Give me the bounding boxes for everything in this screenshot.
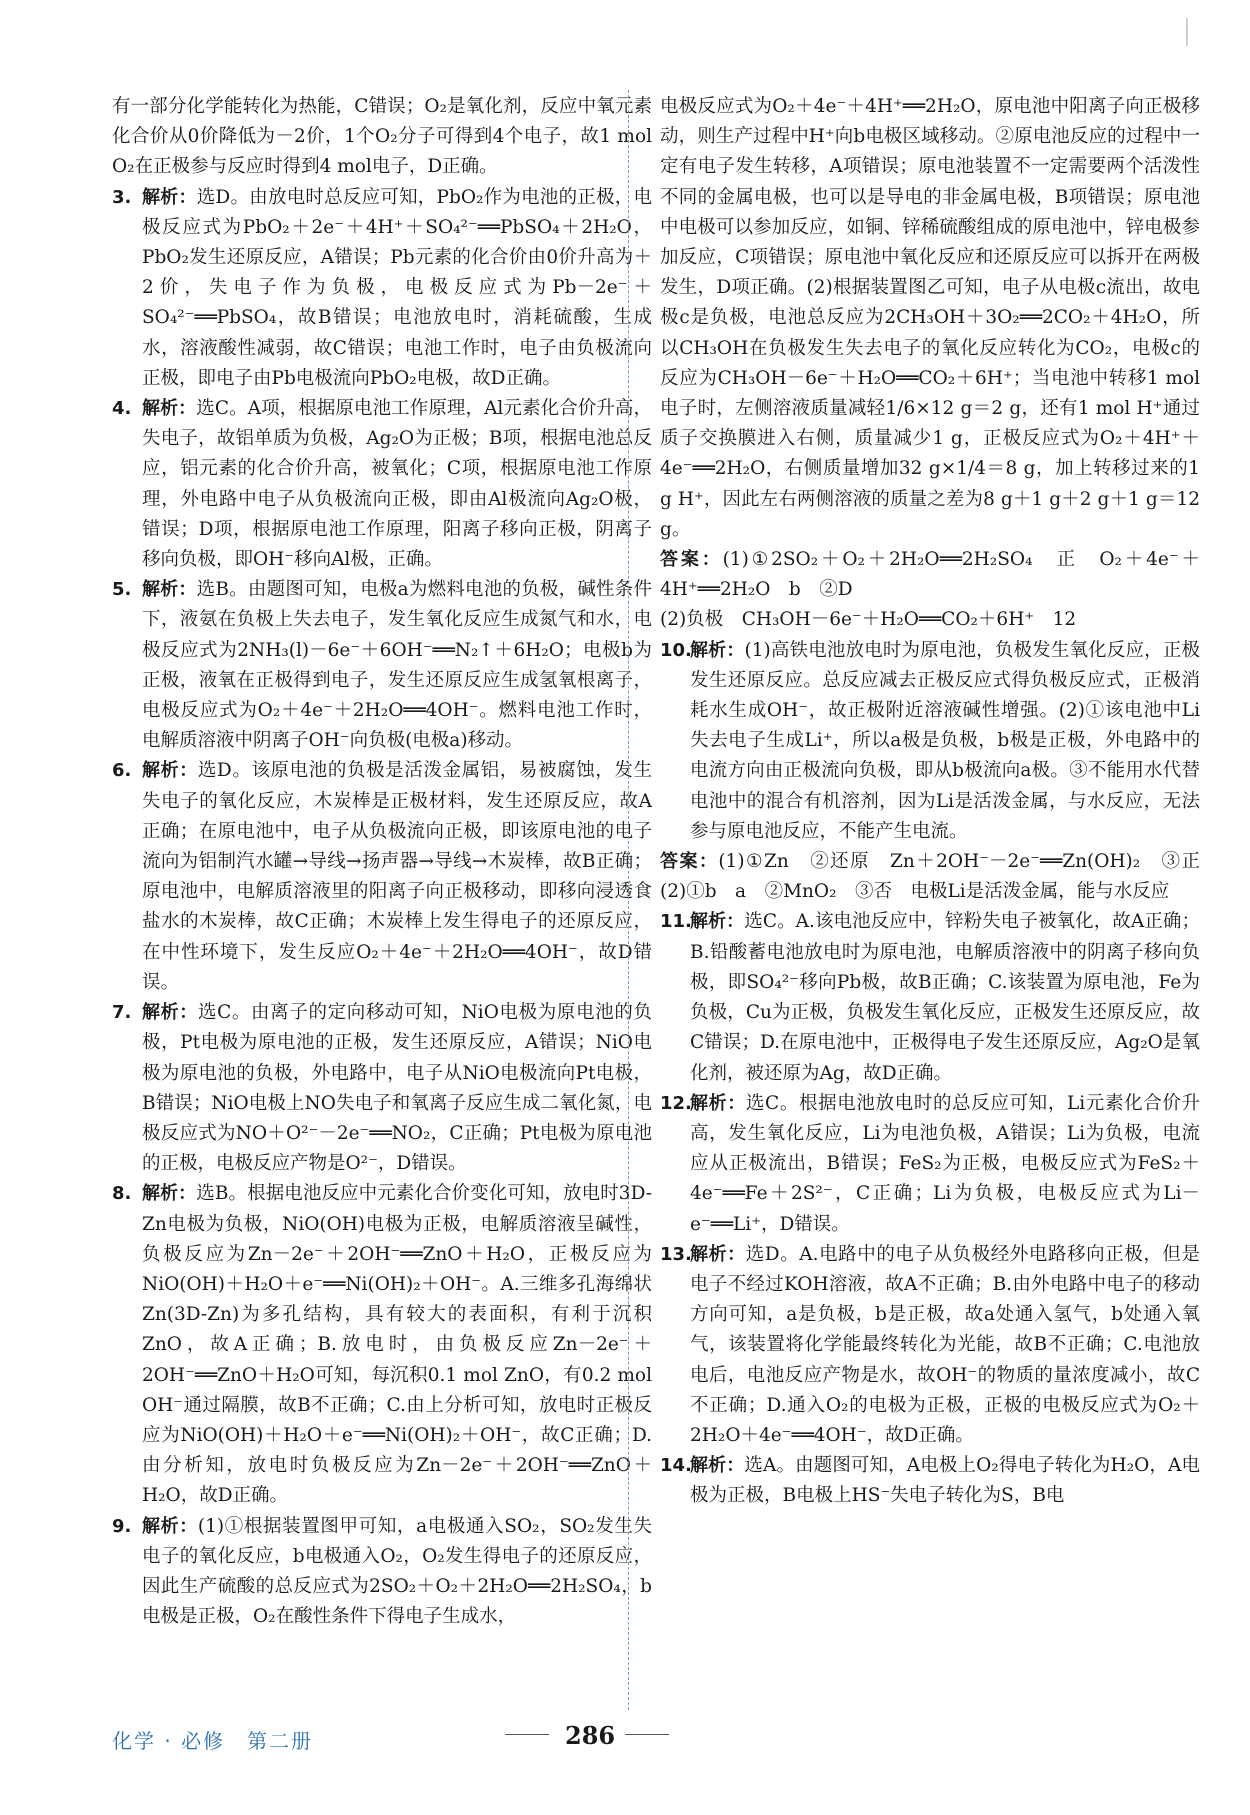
solution-text: 选B。根据电池反应中元素化合价变化可知，放电时3D-Zn电极为负极，NiO(OH)电极为正极，电解质溶液呈碱性，负极反应为Zn－2e⁻＋2OH⁻══ZnO＋H₂O，正极反应为NiO(OH)＋H₂O＋e⁻══Ni(OH)₂＋OH⁻。A.三维多孔海绵状Zn(3D-Zn)为多孔结构，具有较大的表面积，有利于沉积ZnO，故A正确；B.放电时，由负极反应Zn－2e⁻＋2OH⁻══ZnO＋H₂O可知，每沉积0.1 mol ZnO，有0.2 mol OH⁻通过隔膜，故B不正确；C.由上分析可知，放电时正极反应为NiO(OH)＋H₂O＋e⁻══Ni(OH)₂＋OH⁻，故C正确；D.由分析知，放电时负极反应为Zn－2e⁻＋2OH⁻══ZnO＋H₂O，故D正确。 [142,1183,653,1507]
analysis-tag: 解析： [142,760,198,782]
answer-block [660,847,1219,907]
analysis-tag: 解析： [142,186,197,208]
page-number: 286 [565,1721,616,1750]
page-edge-mark [1186,18,1188,46]
solution-text: 选A。由题图可知，A电极上O₂得电子转化为H₂O，A电极为正极，B电极上HS⁻失电子转化为S，B电 [690,1455,1200,1507]
footer-dash-left [505,1734,549,1735]
solution-item [112,998,652,1179]
item-number: 7. [112,1002,132,1024]
item-number: 12. [660,1092,692,1114]
analysis-tag: 解析： [142,1515,198,1537]
solution-item [660,636,1200,847]
item-number: 5. [112,579,132,601]
answer-line [660,545,1200,605]
solution-item [660,907,1200,1088]
item-number: 8. [112,1183,132,1205]
paragraph: 有一部分化学能转化为热能，C错误；O₂是氧化剂，反应中氧元素化合价从0价降低为－2价，1个O₂分子可得到4个电子，故1 mol O₂在正极参与反应时得到4 mol电子，D正确。 [112,96,652,178]
footer-dash-right [625,1734,669,1735]
answer-line [660,605,1200,635]
right-column [660,92,1219,1512]
solution-text: 选C。A.该电池反应中，锌粉失电子被氧化，故A正确；B.铅酸蓄电池放电时为原电池，电解质溶液中的阴离子移向负极，即SO₄²⁻移向Pb极，故B正确；C.该装置为原电池，Fe为负极，Cu为正极，负极发生氧化反应，正极发生还原反应，故C错误；D.在原电池中，正极得电子发生还原反应，Ag₂O是氧化剂，被还原为Ag，故D正确。 [690,911,1200,1084]
solution-text: 选B。由题图可知，电极a为燃料电池的负极，碱性条件下，液氨在负极上失去电子，发生氧化反应生成氮气和水，电极反应式为2NH₃(l)－6e⁻＋6OH⁻══N₂↑＋6H₂O；电极b为正极，液氧在正极得到电子，发生还原反应生成氢氧根离子，电极反应式为O₂＋4e⁻＋2H₂O══4OH⁻。燃料电池工作时，电解质溶液中阴离子OH⁻向负极(电极a)移动。 [142,579,652,752]
solution-item [660,1451,1200,1511]
solution-item [112,756,652,998]
solution-item [112,394,652,575]
answer-tag: 答案： [660,851,719,873]
answer-tag: 答案： [660,549,723,571]
paragraph: 电极反应式为O₂＋4e⁻＋4H⁺══2H₂O，原电池中阳离子向正极移动，则生产过程中H⁺向b电极区域移动。②原电池反应的过程中一定有电子发生转移，A项错误；原电池装置不一定需要两个活泼性不同的金属电极，也可以是导电的非金属电极，B项错误；原电池中电极可以参加反应，如铜、锌稀硫酸组成的原电池中，锌电极参加反应，C项错误；原电池中氧化反应和还原反应可以拆开在两极发生，D项正确。(2)根据装置图乙可知，电子从电极c流出，故电极c是负极，电池总反应为2CH₃OH＋3O₂══2CO₂＋4H₂O，所以CH₃OH在负极发生失去电子的氧化反应转化为CO₂，电极c的反应为CH₃OH－6e⁻＋H₂O══CO₂＋6H⁺；当电池中转移1 mol电子时，左侧溶液质量减轻1/6×12 g＝2 g，还有1 mol H⁺通过质子交换膜进入右侧，质量减少1 g，正极反应式为O₂＋4H⁺＋4e⁻══2H₂O，右侧质量增加32 g×1/4＝8 g，加上转移过来的1 g H⁺，因此左右两侧溶液的质量之差为8 g＋1 g＋2 g＋1 g＝12 g。 [660,96,1200,540]
column-divider [628,90,629,1710]
solution-text: (1)高铁电池放电时为原电池，负极发生氧化反应，正极发生还原反应。总反应减去正极反应式得负极反应式，正极消耗水生成OH⁻，故正极附近溶液碱性增强。(2)①该电池中Li失去电子生成Li⁺，所以a极是负极，b极是正极，外电路中的电流方向由正极流向负极，即从b极流向a极。③不能用水代替电池中的混合有机溶剂，因为Li是活泼金属，与水反应，无法参与原电池反应，不能产生电流。 [690,639,1200,842]
solution-item [660,1089,1200,1240]
analysis-tag: 解析： [690,911,745,933]
solution-item [112,575,652,756]
solution-text: 选D。A.电路中的电子从负极经外电路移向正极，但是电子不经过KOH溶液，故A不正确；B.由外电路中电子的移动方向可知，a是负极，b是正极，故a处通入氢气，b处通入氧气，该装置将化学能最终转化为光能，故B不正确；C.电池放电后，电池反应产物是水，故OH⁻的物质的量浓度减小，故C不正确；D.通入O₂的电极为正极，正极的电极反应式为O₂＋2H₂O＋4e⁻══4OH⁻，故D正确。 [690,1243,1201,1446]
solution-text: 选C。由离子的定向移动可知，NiO电极为原电池的负极，Pt电极为原电池的正极，发生还原反应，A错误；NiO电极为原电池的负极，外电路中，电子从NiO电极流向Pt电极，B错误；NiO电极上NO失电子和氧离子反应生成二氧化氮，电极反应式为NO＋O²⁻－2e⁻══NO₂，C正确；Pt电极为原电池的正极，电极反应产物是O²⁻，D错误。 [142,1002,653,1175]
left-column [112,92,652,1632]
solution-item [112,1179,652,1511]
analysis-tag: 解析： [142,1183,197,1205]
solution-text: 选D。该原电池的负极是活泼金属铝，易被腐蚀，发生失电子的氧化反应，木炭棒是正极材料，发生还原反应，故A正确；在原电池中，电子从负极流向正极，即该原电池的电子流向为铝制汽水罐→导线→扬声器→导线→木炭棒，故B正确；原电池中，电解质溶液里的阳离子向正极移动，即移向浸透食盐水的木炭棒，故C正确；木炭棒上发生得电子的还原反应，在中性环境下，发生反应O₂＋4e⁻＋2H₂O══4OH⁻，故D错误。 [142,760,652,993]
item-number: 4. [112,398,132,420]
solution-text: (1)①根据装置图甲可知，a电极通入SO₂，SO₂发生失电子的氧化反应，b电极通入O₂，O₂发生得电子的还原反应，因此生产硫酸的总反应式为2SO₂＋O₂＋2H₂O══2H₂SO₄，b电极是正极，O₂在酸性条件下得电子生成水， [142,1515,652,1628]
item-number: 9. [112,1515,132,1537]
item-number: 6. [112,760,132,782]
analysis-tag: 解析： [142,1002,198,1024]
solution-item [660,1240,1200,1451]
answer-text: (1)①Zn ②还原 Zn＋2OH⁻－2e⁻══Zn(OH)₂ ③正 (2)①b a ②MnO₂ ③否 电极Li是活泼金属，能与水反应 [660,851,1219,903]
item-number: 10. [660,639,692,661]
item-number: 14. [660,1455,692,1477]
analysis-tag: 解析： [690,639,745,661]
analysis-tag: 解析： [690,1455,745,1477]
answer-block [660,545,1200,636]
answer-text: (2)负极 CH₃OH－6e⁻＋H₂O══CO₂＋6H⁺ 12 [660,609,1077,631]
footer-subject: 化学 · 必修 第二册 [112,1729,314,1753]
item-number: 13. [660,1243,692,1265]
item-number: 3. [112,186,132,208]
item-number: 11. [660,911,692,933]
analysis-tag: 解析： [142,398,197,420]
solution-item [112,183,652,394]
answer-line [660,847,1219,907]
solution-item [112,1512,652,1633]
analysis-tag: 解析： [690,1092,746,1114]
analysis-tag: 解析： [142,579,197,601]
analysis-tag: 解析： [690,1243,746,1265]
solution-text: 选D。由放电时总反应可知，PbO₂作为电池的正极，电极反应式为PbO₂＋2e⁻＋4H⁺＋SO₄²⁻══PbSO₄＋2H₂O，PbO₂发生还原反应，A错误；Pb元素的化合价由0价升高为＋2价，失电子作为负极，电极反应式为Pb－2e⁻＋SO₄²⁻══PbSO₄，故B错误；电池放电时，消耗硫酸，生成水，溶液酸性减弱，故C错误；电池工作时，电子由负极流向正极，即电子由Pb电极流向PbO₂电极，故D正确。 [142,186,652,389]
solution-text: 选C。A项，根据原电池工作原理，Al元素化合价升高，失电子，故铝单质为负极，Ag₂O为正极；B项，根据电池总反应，铝元素的化合价升高，被氧化；C项，根据原电池工作原理，外电路中电子从负极流向正极，即由Al极流向Ag₂O极，错误；D项，根据原电池工作原理，阳离子移向正极，阴离子移向负极，即OH⁻移向Al极，正确。 [142,398,653,571]
answer-text: (1)①2SO₂＋O₂＋2H₂O══2H₂SO₄ 正 O₂＋4e⁻＋4H⁺══2H₂O b ②D [660,549,1201,601]
solution-text: 选C。根据电池放电时的总反应可知，Li元素化合价升高，发生氧化反应，Li为电池负极，A错误；Li为负极，电流应从正极流出，B错误；FeS₂为正极，电极反应式为FeS₂＋4e⁻══Fe＋2S²⁻，C正确；Li为负极，电极反应式为Li－e⁻══Li⁺，D错误。 [690,1092,1201,1235]
